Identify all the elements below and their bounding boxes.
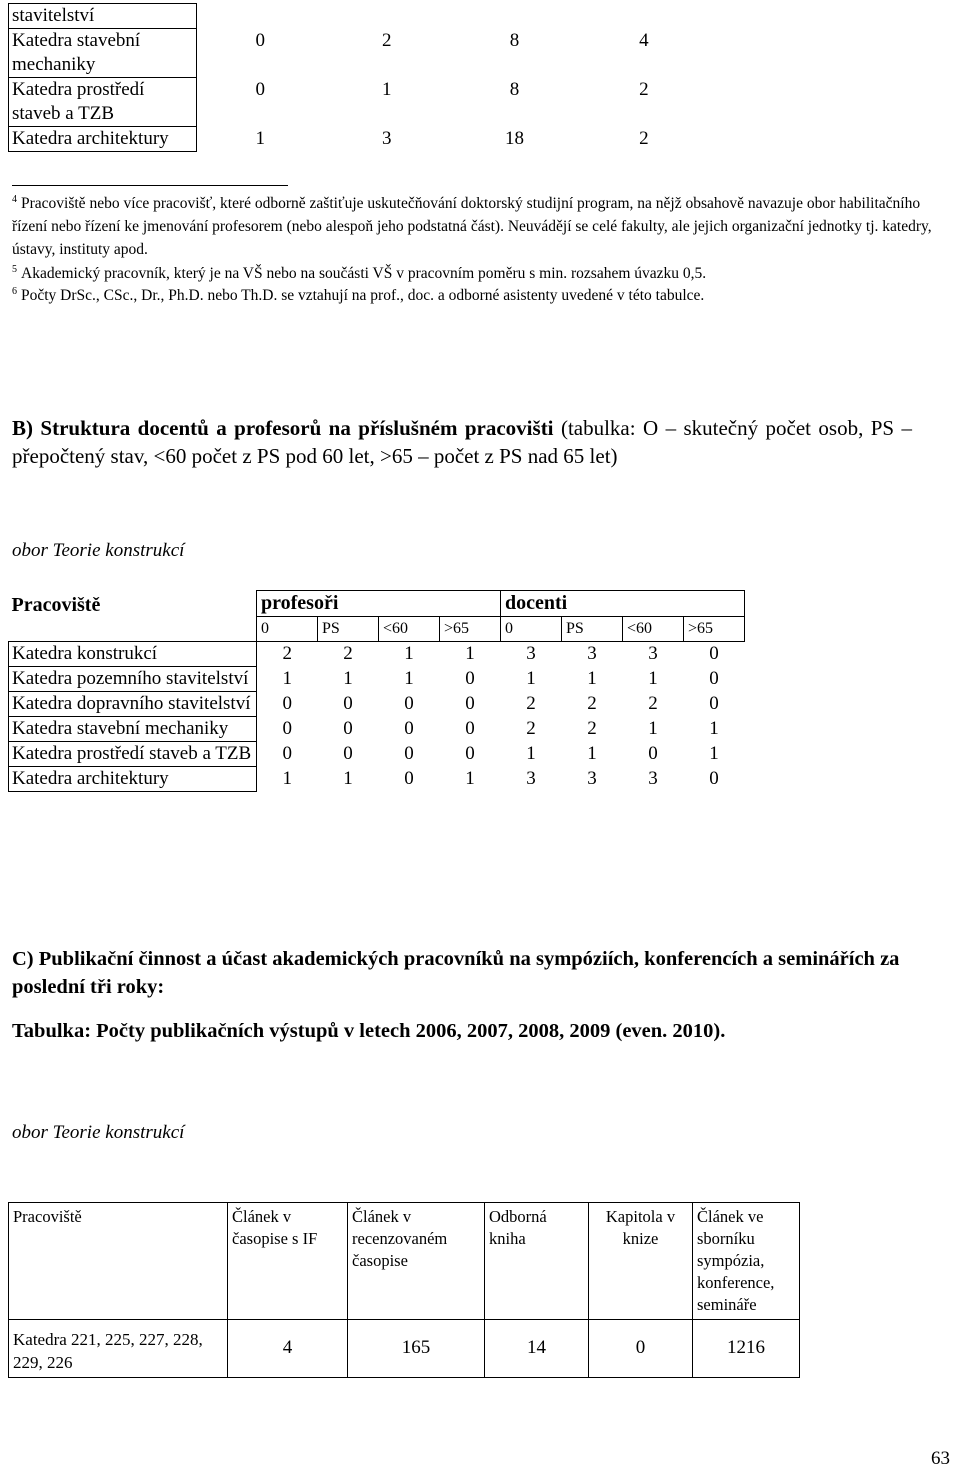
table-cell: 2	[639, 78, 649, 100]
table-cell: 1	[282, 667, 292, 689]
table-cell: 0	[589, 1320, 693, 1378]
table-cell: 4	[228, 1320, 348, 1378]
top-table	[8, 3, 884, 152]
table-cell: 1	[526, 667, 536, 689]
table-cell: 0	[282, 742, 292, 764]
table-cell: 8	[509, 78, 520, 100]
table-cell: 2	[648, 692, 658, 714]
table-cell: 1	[343, 767, 353, 789]
table-cell: 0	[404, 717, 414, 739]
table-cell: 1	[343, 667, 353, 689]
section-c-heading: C) Publikační činnost a účast akademických pracovníků na sympóziích, konferencích a seminářích za poslední tři roky:	[12, 948, 900, 998]
table-cell: 0	[343, 692, 353, 714]
subheader-cell: PS	[318, 617, 379, 642]
row-name: Katedra stavební mechaniky	[9, 717, 257, 742]
page-number: 63	[931, 1448, 950, 1469]
table-cell: 0	[465, 717, 475, 739]
table-row	[9, 717, 745, 742]
table-subheader-row	[9, 617, 745, 642]
header-cell: Kapitola v knize	[589, 1203, 693, 1320]
header-cell: Odborná kniha	[485, 1203, 589, 1320]
table-cell: 1	[282, 767, 292, 789]
table-cell: 2	[282, 643, 292, 664]
subheader-cell: PS	[562, 617, 623, 642]
table-cell: 1	[465, 643, 475, 664]
table-row	[9, 692, 745, 717]
table-cell: 0	[648, 742, 658, 764]
table-cell: 3	[587, 767, 597, 789]
header-cell: Článek ve sborníku sympózia, konference, semináře	[693, 1203, 800, 1320]
section-description: (tabulka: O – skutečný počet osob, PS – přepočtený stav, <60 počet z PS pod 60 let, >65 – počet z PS nad 65 let)	[12, 416, 913, 468]
table-cell: 1	[648, 667, 658, 689]
footnote-text: Akademický pracovník, který je na VŠ nebo na součásti VŠ v pracovním poměru s min. rozsahem úvazku 0,5.	[21, 265, 707, 282]
footnote-4	[12, 188, 932, 261]
table-cell: 1	[587, 742, 597, 764]
table-cell: 1	[404, 643, 414, 664]
row-name: Katedra 221, 225, 227, 228, 229, 226	[9, 1320, 228, 1378]
table-cell: 0	[255, 78, 265, 100]
section-label: B)	[12, 416, 33, 440]
row-name: Katedra architektury	[9, 767, 257, 792]
table-cell: 0	[465, 742, 475, 764]
header-cell: Pracoviště	[9, 1203, 228, 1320]
subheader-cell: 0	[501, 617, 562, 642]
table-row	[9, 127, 885, 152]
header-profesori: profesoři	[257, 591, 501, 617]
table-cell: 2	[381, 29, 392, 51]
table-cell: 3	[648, 767, 658, 789]
table-cell: 0	[343, 742, 353, 764]
row-name: Katedra konstrukcí	[9, 642, 257, 667]
table-cell: 0	[709, 667, 719, 689]
table-cell: 1	[709, 742, 719, 764]
table-cell: 0	[404, 767, 414, 789]
table-cell: 4	[639, 29, 649, 51]
table-cell: Katedra prostředí staveb a TZB	[9, 78, 197, 127]
table-cell: 1216	[693, 1320, 800, 1378]
footnote-number: 5	[12, 264, 17, 275]
table-cell: 2	[343, 643, 353, 664]
table-cell: 8	[509, 29, 520, 51]
footnote-number: 4	[12, 194, 17, 205]
footnote-text: Počty DrSc., CSc., Dr., Ph.D. nebo Th.D. se vztahují na prof., doc. a odborné asistenty uvedené v této tabulce.	[21, 287, 705, 304]
table-cell: Katedra architektury	[9, 127, 197, 152]
table-cell: stavitelství	[9, 4, 197, 29]
section-title: Struktura docentů a profesorů na příslušném pracovišti	[40, 416, 554, 440]
table-cell: 0	[709, 767, 719, 789]
row-name: Katedra dopravního stavitelství	[9, 692, 257, 717]
row-name: Katedra pozemního stavitelství	[9, 667, 257, 692]
table-title: Tabulka: Počty publikačních výstupů v letech 2006, 2007, 2008, 2009 (even. 2010).	[12, 1020, 726, 1042]
table-cell: 1	[255, 127, 265, 149]
table-cell: 165	[348, 1320, 485, 1378]
table-cell: 0	[282, 717, 292, 739]
table-cell: 0	[465, 692, 475, 714]
obor-label: obor Teorie konstrukcí	[12, 1122, 185, 1143]
subheader-cell: <60	[379, 617, 440, 642]
subheader-cell: 0	[257, 617, 318, 642]
table-cell: 0	[343, 717, 353, 739]
table-cell: 0	[404, 692, 414, 714]
table-cell: Katedra stavební mechaniky	[9, 29, 197, 78]
table-cell: 0	[709, 692, 719, 714]
footnote-text: Pracoviště nebo více pracovišť, které odborně zaštiťuje uskutečňování doktorský studijní program, na nějž obsahově navazuje obor habilitačního řízení nebo řízení ke jmenování profesorem (nebo alespoň jeho podstatná část). Neuvádějí se celé fakulty, ale jejich organizační jednotky tj. katedry, ústavy, instituty apod.	[12, 195, 932, 258]
table-row	[9, 667, 745, 692]
table-row	[9, 642, 745, 667]
table-cell: 0	[255, 29, 265, 51]
table-cell: 1	[404, 667, 414, 689]
table-row	[9, 742, 745, 767]
publications-table	[8, 1202, 800, 1378]
row-name: Katedra prostředí staveb a TZB	[9, 742, 257, 767]
header-docenti: docenti	[501, 591, 745, 617]
subheader-cell: >65	[440, 617, 501, 642]
table-row	[9, 29, 885, 78]
table-header-row	[9, 591, 745, 617]
table-cell: 3	[648, 643, 658, 664]
table-cell: 0	[709, 643, 719, 664]
table-cell: 0	[465, 667, 475, 689]
table-cell: 2	[526, 692, 536, 714]
table-cell: 1	[709, 717, 719, 739]
table-cell: 3	[526, 767, 536, 789]
header-pracoviste: Pracoviště	[11, 593, 101, 616]
table-cell: 18	[505, 127, 525, 149]
table-cell: 0	[282, 692, 292, 714]
table-row	[9, 1320, 800, 1378]
table-cell: 2	[526, 717, 536, 739]
header-cell: Článek v recenzovaném časopise	[348, 1203, 485, 1320]
table-header-row	[9, 1203, 800, 1320]
table-cell: 1	[465, 767, 475, 789]
table-cell: 3	[526, 643, 536, 664]
table-row	[9, 78, 885, 127]
staff-structure-table	[8, 590, 745, 792]
section-b-heading	[12, 414, 912, 470]
table-cell: 2	[587, 717, 597, 739]
table-cell: 0	[404, 742, 414, 764]
table-cell: 3	[381, 127, 392, 149]
obor-label: obor Teorie konstrukcí	[12, 540, 185, 561]
table-row	[9, 767, 745, 792]
footnote-6	[12, 280, 832, 307]
table-cell: 2	[639, 127, 649, 149]
subheader-cell: >65	[684, 617, 745, 642]
table-cell: 2	[587, 692, 597, 714]
table-cell: 1	[587, 667, 597, 689]
table-cell: 1	[381, 78, 392, 100]
header-cell: Článek v časopise s IF	[228, 1203, 348, 1320]
table-cell: 1	[526, 742, 536, 764]
table-cell: 1	[648, 717, 658, 739]
subheader-cell: <60	[623, 617, 684, 642]
footnote-number: 6	[12, 286, 17, 297]
table-cell: 14	[485, 1320, 589, 1378]
table-cell: 3	[587, 643, 597, 664]
table-row	[9, 4, 885, 29]
footnote-separator	[12, 185, 288, 186]
